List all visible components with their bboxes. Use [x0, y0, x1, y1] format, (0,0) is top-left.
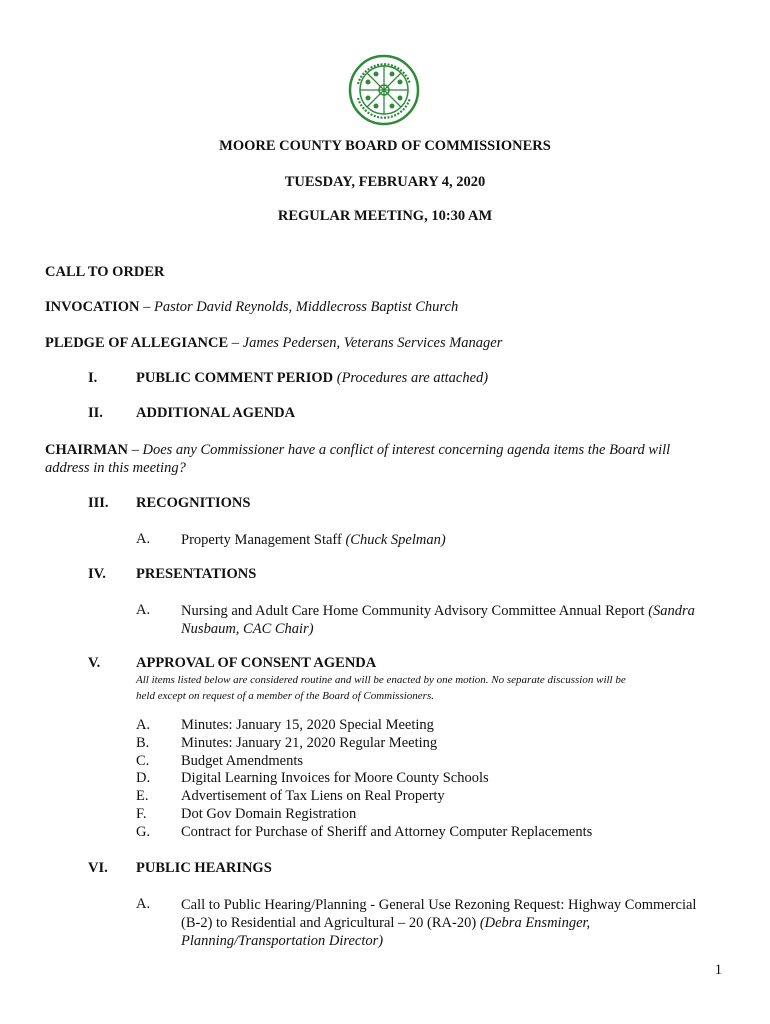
list-item-letter: G.: [136, 823, 151, 840]
meeting-type: REGULAR MEETING, 10:30 AM: [277, 208, 493, 224]
section-6-item-note-3: Planning/Transportation Director): [181, 933, 384, 949]
section-6-number: VI.: [88, 860, 108, 876]
list-item: [136, 806, 592, 824]
section-3-item-text: Property Management Staff: [181, 532, 342, 548]
invocation-text: – Pastor David Reynolds, Middlecross Baptist Church: [139, 299, 459, 315]
section-4-title: PRESENTATIONS: [136, 566, 257, 582]
section-4-item-letter: A.: [136, 602, 151, 618]
section-6-item: [181, 896, 725, 950]
list-item-text: Minutes: January 21, 2020 Regular Meeting: [181, 734, 438, 751]
consent-note-2: held except on request of a member of the Board of Commissioners.: [136, 690, 434, 702]
pledge-text: – James Pedersen, Veterans Services Manager: [228, 335, 503, 351]
section-2-title: ADDITIONAL AGENDA: [136, 405, 296, 421]
list-item-letter: E.: [136, 788, 149, 805]
section-1-heading: [136, 370, 488, 387]
list-item-letter: C.: [136, 752, 150, 769]
list-item: [136, 717, 592, 735]
section-3-number: III.: [88, 495, 109, 511]
chairman-line: [45, 441, 725, 477]
section-3-title: RECOGNITIONS: [136, 495, 251, 511]
chairman-label: CHAIRMAN: [45, 442, 128, 458]
section-3-item-letter: A.: [136, 531, 151, 547]
county-seal-logo: [348, 54, 420, 126]
list-item: [136, 770, 592, 788]
section-4-item-note-1: (Sandra: [644, 603, 695, 619]
list-item-text: Contract for Purchase of Sheriff and Attorney Computer Replacements: [181, 823, 593, 840]
call-to-order: CALL TO ORDER: [45, 264, 165, 280]
consent-agenda-list: [136, 717, 592, 842]
section-1-title: PUBLIC COMMENT PERIOD: [136, 370, 334, 386]
list-item-text: Digital Learning Invoices for Moore County Schools: [181, 770, 489, 787]
section-5-number: V.: [88, 655, 101, 671]
section-6-item-line-2: (B-2) to Residential and Agricultural – 20 (RA-20): [181, 915, 477, 931]
section-6-title: PUBLIC HEARINGS: [136, 860, 272, 876]
list-item-text: Advertisement of Tax Liens on Real Property: [181, 788, 445, 805]
list-item: [136, 753, 592, 771]
section-6-item-letter: A.: [136, 896, 151, 912]
pledge-label: PLEDGE OF ALLEGIANCE: [45, 335, 229, 351]
list-item-letter: F.: [136, 805, 147, 822]
list-item-letter: B.: [136, 734, 150, 751]
section-1-number: I.: [88, 370, 98, 386]
section-4-item: [181, 602, 725, 638]
list-item-letter: D.: [136, 770, 151, 787]
consent-note-1: All items listed below are considered routine and will be enacted by one motion. No separate discussion will be: [136, 674, 626, 686]
pledge-line: [45, 334, 725, 352]
section-3-item: [181, 531, 725, 549]
section-4-item-note-2: Nusbaum, CAC Chair): [181, 621, 314, 637]
list-item: [136, 824, 592, 842]
list-item-letter: A.: [136, 717, 151, 733]
section-5-title: APPROVAL OF CONSENT AGENDA: [136, 655, 377, 671]
section-4-item-text: Nursing and Adult Care Home Community Advisory Committee Annual Report: [181, 603, 645, 619]
section-1-note: (Procedures are attached): [333, 370, 489, 386]
section-6-item-line-1: Call to Public Hearing/Planning - General Use Rezoning Request: Highway Commercial: [181, 897, 697, 913]
invocation-line: [45, 298, 725, 316]
meeting-date: TUESDAY, FEBRUARY 4, 2020: [284, 174, 486, 190]
list-item-text: Budget Amendments: [181, 752, 304, 769]
consent-agenda-note: [136, 672, 710, 704]
chairman-text-1: – Does any Commissioner have a conflict of interest concerning agenda items the Board will: [127, 442, 671, 458]
page-number: 1: [714, 962, 722, 978]
list-item-text: Minutes: January 15, 2020 Special Meeting: [181, 717, 434, 733]
list-item: [136, 735, 592, 753]
chairman-text-2: address in this meeting?: [45, 460, 186, 476]
invocation-label: INVOCATION: [45, 299, 140, 315]
list-item: [136, 788, 592, 806]
section-6-item-note-2: (Debra Ensminger,: [476, 915, 591, 931]
list-item-text: Dot Gov Domain Registration: [181, 805, 357, 822]
section-2-number: II.: [88, 405, 103, 421]
section-3-item-note: (Chuck Spelman): [341, 532, 446, 548]
board-title: MOORE COUNTY BOARD OF COMMISSIONERS: [219, 138, 551, 154]
section-4-number: IV.: [88, 566, 106, 582]
